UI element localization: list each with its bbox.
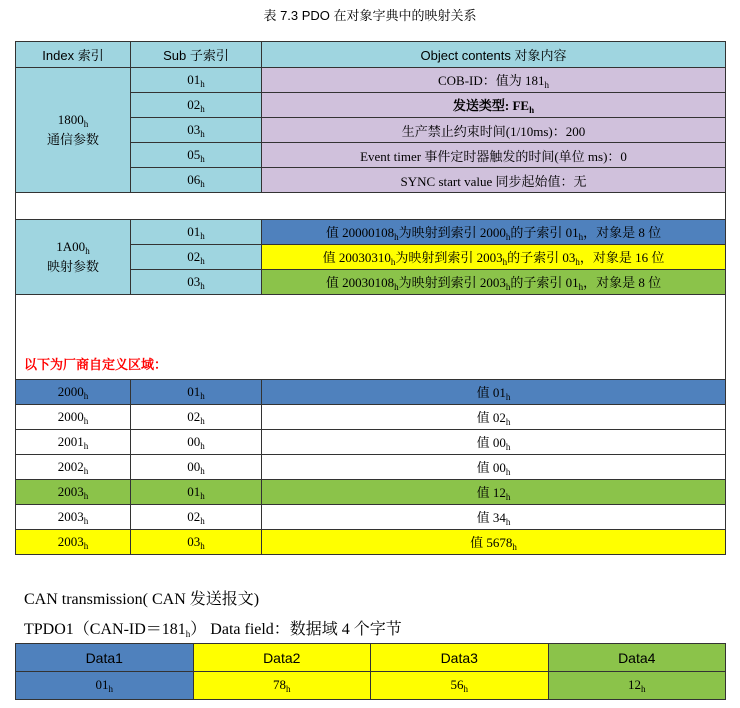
sub-cell: $00_h$ xyxy=(131,455,262,480)
content-cell: 值 $20030310_h$为映射到索引 $2003_h$的子索引 $03_h$，对象是 16 位 xyxy=(262,245,726,270)
sub-cell: $01_h$ xyxy=(131,380,262,405)
comm-index-cell xyxy=(16,68,131,193)
index-cell: $2003_h$ xyxy=(16,530,131,555)
table-row xyxy=(16,480,726,505)
sub-cell: $02_h$ xyxy=(131,245,262,270)
data4-value: $12_h$ xyxy=(548,672,726,700)
data4-header: Data4 xyxy=(548,644,726,672)
value-cell: 值 $12_h$ xyxy=(262,480,726,505)
table-row xyxy=(16,530,726,555)
map-index: 1A00 xyxy=(56,239,86,254)
content-cell: 生产禁止约束时间(1/10ms)：200 xyxy=(262,118,726,143)
data-header-row xyxy=(16,644,726,672)
sub-cell: $06_h$ xyxy=(131,168,262,193)
map-index-cell: $1A00_h$ 映射参数 xyxy=(16,220,131,295)
sub-cell: $02_h$ xyxy=(131,405,262,430)
hex-suffix: h xyxy=(83,119,89,129)
content-cell: SYNC start value 同步起始值：无 xyxy=(262,168,726,193)
content-cell: 发送类型: $FE_h$ xyxy=(262,93,726,118)
sub-cell: $05_h$ xyxy=(131,143,262,168)
data1-header: Data1 xyxy=(16,644,194,672)
data3-header: Data3 xyxy=(371,644,549,672)
content-cell: Event timer 事件定时器触发的时间(单位 ms)：0 xyxy=(262,143,726,168)
table-row xyxy=(16,380,726,405)
table-row xyxy=(16,220,726,245)
data3-value: $56_h$ xyxy=(371,672,549,700)
content-cell: 值 $20000108_h$为映射到索引 $2000_h$的子索引 $01_h$，对象是 8 位 xyxy=(262,220,726,245)
value-cell: 值 $5678_h$ xyxy=(262,530,726,555)
data-field-table xyxy=(15,643,726,700)
value-cell: 值 $02_h$ xyxy=(262,405,726,430)
sub-cell: $00_h$ xyxy=(131,430,262,455)
can-transmission-line: CAN transmission( CAN 发送报文) xyxy=(24,591,260,608)
table-row xyxy=(16,405,726,430)
sub-cell: $01_h$ xyxy=(131,480,262,505)
vendor-note: 以下为厂商自定义区域： xyxy=(16,295,726,380)
table-caption: 表 7.3 PDO 在对象字典中的映射关系 xyxy=(263,8,477,23)
index-cell: $2003_h$ xyxy=(16,505,131,530)
data1-value: $01_h$ xyxy=(16,672,194,700)
table-row xyxy=(16,505,726,530)
data-value-row xyxy=(16,672,726,700)
spacer-row xyxy=(16,193,726,220)
map-index-label: 映射参数 xyxy=(46,259,99,274)
data2-value: $78_h$ xyxy=(193,672,371,700)
index-cell: $2003_h$ xyxy=(16,480,131,505)
table-row xyxy=(16,430,726,455)
header-index: Index 索引 xyxy=(16,42,131,68)
content-cell: COB-ID：值为 $181_h$ xyxy=(262,68,726,93)
index-cell: $2002_h$ xyxy=(16,455,131,480)
sub-cell: $02_h$ xyxy=(131,93,262,118)
content-cell: 值 $20030108_h$为映射到索引 $2003_h$的子索引 $01_h$，对象是 8 位 xyxy=(262,270,726,295)
vendor-note-row xyxy=(16,295,726,380)
index-cell: $2000_h$ xyxy=(16,380,131,405)
header-contents: Object contents 对象内容 xyxy=(262,42,726,68)
value-cell: 值 $00_h$ xyxy=(262,430,726,455)
sub-cell: $03_h$ xyxy=(131,270,262,295)
table-row xyxy=(16,455,726,480)
index-cell: $2000_h$ xyxy=(16,405,131,430)
pdo-mapping-table xyxy=(15,41,726,555)
comm-index: 1800 xyxy=(57,112,84,127)
sub-cell: $03_h$ xyxy=(131,118,262,143)
sub-cell: $03_h$ xyxy=(131,530,262,555)
value-cell: 值 $01_h$ xyxy=(262,380,726,405)
comm-index-label: 通信参数 xyxy=(46,132,99,147)
tpdo-line: $TPDO1(CAN-ID=181_h)$ Data field：数据域 4 个字节 xyxy=(24,621,402,639)
data2-header: Data2 xyxy=(193,644,371,672)
index-cell: $2001_h$ xyxy=(16,430,131,455)
sub-cell: $01_h$ xyxy=(131,220,262,245)
sub-cell: $01_h$ xyxy=(131,68,262,93)
value-cell: 值 $00_h$ xyxy=(262,455,726,480)
table-header-row xyxy=(16,42,726,68)
header-sub: Sub 子索引 xyxy=(131,42,262,68)
table-row xyxy=(16,68,726,93)
sub-cell: $02_h$ xyxy=(131,505,262,530)
value-cell: 值 $34_h$ xyxy=(262,505,726,530)
